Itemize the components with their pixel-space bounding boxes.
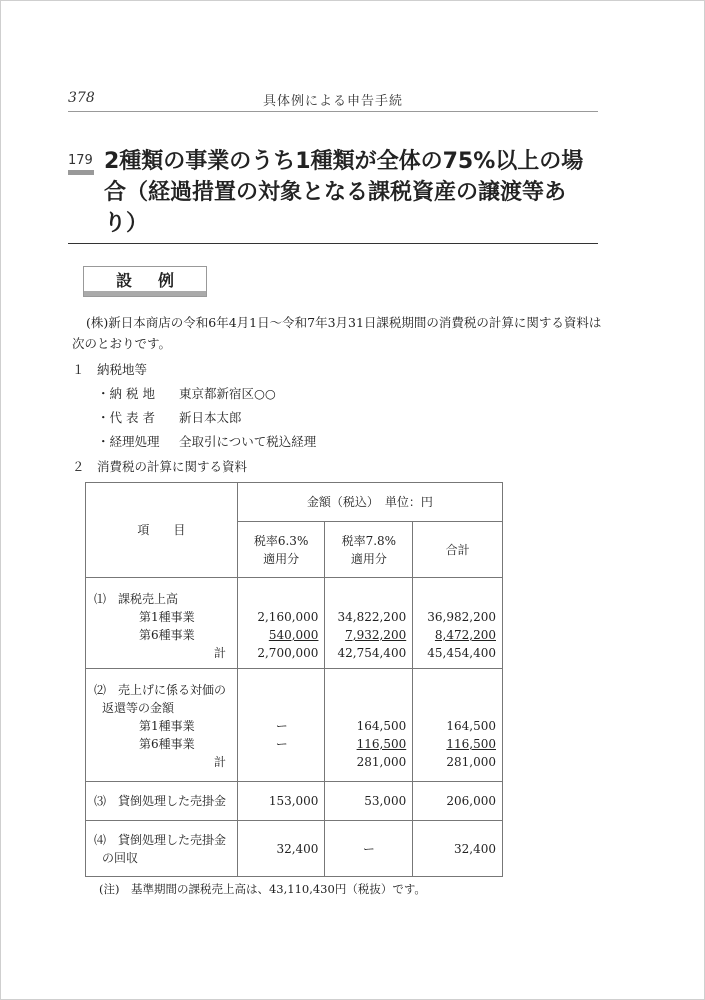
table-row	[86, 669, 503, 782]
row-label: ⑶ 貸倒処理した売掛金	[86, 782, 238, 821]
header-rate-63: 税率6.3% 適用分	[237, 522, 325, 578]
row-label: ⑵ 売上げに係る対価の 返還等の金額 第1種事業 第6種事業 計	[86, 669, 238, 782]
table-row	[86, 578, 503, 669]
info-label: ・納 税 地	[97, 386, 155, 401]
page-header	[68, 90, 598, 112]
info-value: 新日本太郎	[179, 410, 242, 425]
running-title: 具体例による申告手続	[262, 94, 403, 109]
table-row	[86, 782, 503, 821]
cell-rate-63: 153,000	[237, 782, 325, 821]
part2-heading: ２ 消費税の計算に関する資料	[72, 459, 248, 474]
section-title-line: 2種類の事業のうち1種類が全体の75%以上の場	[104, 149, 584, 174]
cell-rate-63: 2,160,000 540,000 2,700,000	[237, 578, 325, 669]
info-row	[97, 432, 316, 450]
info-row	[97, 408, 242, 426]
cell-rate-78: 34,822,200 7,932,200 42,754,400	[325, 578, 413, 669]
cell-rate-78: 164,500 116,500 281,000	[325, 669, 413, 782]
footnote: (注) 基準期間の課税売上高は、43,110,430円（税抜）です。	[99, 882, 426, 896]
cell-total: 36,982,200 8,472,200 45,454,400	[413, 578, 503, 669]
section-title-line: り）	[104, 211, 149, 236]
cell-total: 164,500 116,500 281,000	[413, 669, 503, 782]
info-value: 全取引について税込経理	[179, 434, 317, 449]
title-rule	[68, 243, 598, 244]
cell-rate-63: ー ー	[237, 669, 325, 782]
section-title-line: 合（経過措置の対象となる課税資産の譲渡等あ	[104, 180, 567, 205]
header-amount: 金額（税込） 単位：円	[237, 483, 502, 522]
section-number: 179	[68, 152, 94, 175]
cell-rate-63: 32,400	[237, 821, 325, 877]
example-badge: 設例	[83, 266, 207, 297]
cell-rate-78: ー	[325, 821, 413, 877]
row-label: ⑴ 課税売上高 第1種事業 第6種事業 計	[86, 578, 238, 669]
info-value: 東京都新宿区○○	[179, 386, 276, 401]
page-number: 378	[68, 90, 95, 106]
section-title	[104, 146, 604, 239]
table-row	[86, 821, 503, 877]
cell-total: 32,400	[413, 821, 503, 877]
info-label: ・代 表 者	[97, 410, 155, 425]
intro-paragraph: (株)新日本商店の令和6年4月1日～令和7年3月31日課税期間の消費税の計算に関する資料は次のとおりです。	[72, 315, 602, 351]
cell-rate-78: 53,000	[325, 782, 413, 821]
cell-total: 206,000	[413, 782, 503, 821]
row-label: ⑷ 貸倒処理した売掛金 の回収	[86, 821, 238, 877]
header-rate-78: 税率7.8% 適用分	[325, 522, 413, 578]
tax-data-table	[85, 482, 503, 877]
header-total: 合計	[413, 522, 503, 578]
info-label: ・経理処理	[97, 434, 160, 449]
info-row	[97, 384, 276, 402]
part1-heading: １ 納税地等	[72, 362, 148, 377]
header-item: 項 目	[86, 483, 238, 578]
